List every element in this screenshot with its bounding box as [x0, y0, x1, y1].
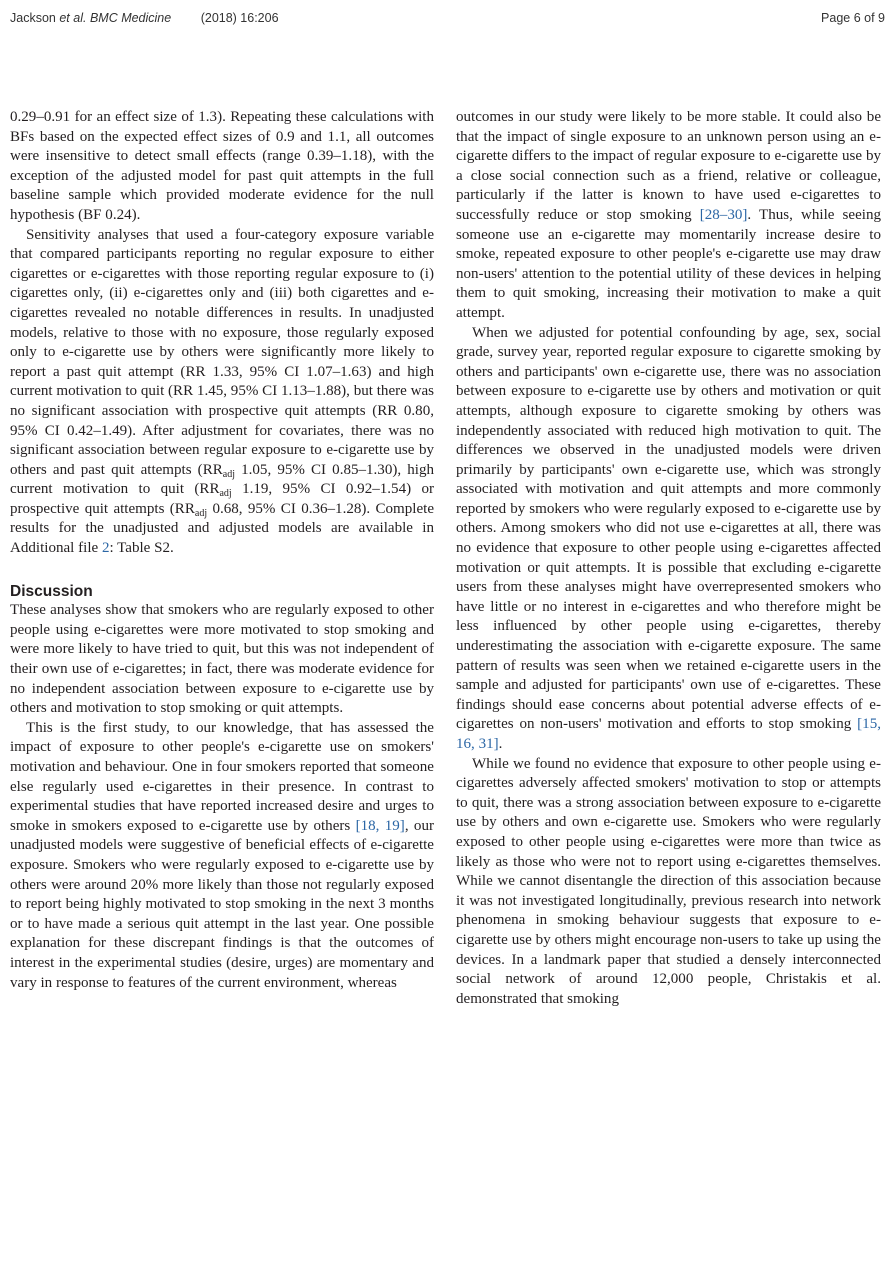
paragraph-stable-outcomes: outcomes in our study were likely to be more stable. It could also be that the impact of single exposure to an unknown person using an e-cigarette differs to the impact of regular exposure to e-cigarette use by a close social connection such as a friend, relative or colleague, particularly if the latter is known to have used e-cigarettes to successfully reduce or stop smoking [28–30]. Thus, while seeing someone use an e-cigarette may momentarily increase desire to smoke, repeated exposure to other people's e-cigarette use may draw non-users' attention to the potential utility of these devices in helping them to quit smoking, increasing their motivation to make a quit attempt.	[456, 109, 881, 321]
paragraph-sensitivity-analyses: Sensitivity analyses that used a four-category exposure variable that compared participants reporting no regular exposure to either cigarettes or e-cigarettes with those reporting regular exposure to (i) cigarettes only, (ii) e-cigarettes only and (iii) both cigarettes and e-cigarettes revealed no notable differences in results. In unadjusted models, relative to those with no exposure, those regularly exposed only to e-cigarette use by others were significantly more likely to report a past quit attempt (RR 1.33, 95% CI 1.07–1.63) and high current motivation to quit (RR 1.45, 95% CI 1.13–1.88), but there was no significant association with prospective quit attempts (RR 0.80, 95% CI 0.42–1.49). After adjustment for covariates, there was no significant association between regular exposure to e-cigarette use by others and past quit attempts ($RR_{adj}$ 1.05, 95% CI 0.85–1.30), high current motivation to quit ($RR_{adj}$ 1.19, 95% CI 0.92–1.54) or prospective quit attempts ($RR_{adj}$ 0.68, 95% CI 0.36–1.28). Complete results for the unadjusted and adjusted models are available in Additional file 2: Table S2.	[10, 226, 435, 557]
additional-file-link[interactable]: 2	[101, 540, 110, 557]
header-etal: et al.	[59, 11, 87, 25]
paragraph-first-study: This is the first study, to our knowledge, that has assessed the impact of exposure to other people's e-cigarette use on smokers' motivation and behaviour. One in four smokers reported that someone else regularly used e-cigarettes in their presence. In contrast to experimental studies that have reported increased desire and urges to smoke in smokers exposed to e-cigarette use by others [18, 19], our unadjusted models were suggestive of beneficial effects of e-cigarette exposure. Smokers who were regularly exposed to e-cigarette use by others were around 20% more likely than those not regularly exposed to report being highly motivated to stop smoking in the next 3 months or to have made a serious quit attempt in the last year. One possible explanation for these discrepant findings is that the outcomes of interest in the experimental studies (desire, urges) are momentary and vary in response to features of the current environment, whereas	[10, 719, 434, 991]
running-header	[10, 8, 885, 28]
header-pubinfo: (2018) 16:206	[200, 11, 279, 25]
citation-link-15-16-31[interactable]: [15, 16, 31]	[456, 716, 881, 752]
citation-link-18-19[interactable]: [18, 19]	[355, 817, 405, 834]
header-page-number: Page 6 of 9	[821, 11, 885, 25]
citation-link-28-30[interactable]: [28–30]	[699, 206, 748, 223]
section-heading-discussion: Discussion	[10, 582, 93, 600]
header-citation	[10, 11, 279, 25]
paragraph-own-ecig-use: While we found no evidence that exposure to other people using e-cigarettes adversely affected smokers' motivation to stop or attempts to quit, there was a strong association between exposure to e-cigarette use by others and own e-cigarette use. Smokers who were regularly exposed to other people using e-cigarettes were more than twice as likely as those who were not to report using e-cigarettes themselves. While we cannot disentangle the direction of this association because it was not investigated longitudinally, previous research into network phenomena in smoking behaviour suggests that exposure to e-cigarette use by others might encourage non-users to take up using the devices. In a landmark paper that studied a densely interconnected social network of around 12,000 people, Christakis et al. demonstrated that smoking	[456, 755, 881, 1007]
header-authors: Jackson	[10, 11, 56, 25]
left-column	[10, 108, 434, 993]
right-column	[456, 108, 881, 1009]
paragraph-confounding-adjustment: When we adjusted for potential confounding by age, sex, social grade, survey year, reported regular exposure to cigarette smoking by others and participants' own e-cigarette use, there was no association between exposure to e-cigarette use by others and motivation or quit attempts, although exposure to cigarette smoking by others was independently associated with reduced high motivation to quit. The differences we observed in the unadjusted models were driven primarily by participants' own e-cigarette use, which was strongly associated with motivation and quit attempts and more commonly reported by smokers who were regularly exposed to e-cigarette use by others. Among smokers who did not use e-cigarettes at all, there was no evidence that exposure to other people using e-cigarettes affected motivation or quit attempts. It is possible that excluding e-cigarette users from these analyses might have overrepresented smokers who have little or no interest in e-cigarettes and who therefore might be less influenced by other people using e-cigarettes, thereby underestimating the association with e-cigarette exposure. The same pattern of results was seen when we retained e-cigarette users in the sample and adjusted for participants' own use of e-cigarettes. These findings should ease concerns about potential adverse effects of e-cigarettes on non-users' motivation and efforts to stop smoking [15, 16, 31].	[456, 324, 881, 752]
header-journal: BMC Medicine	[89, 11, 172, 25]
paragraph-discussion-summary: These analyses show that smokers who are regularly exposed to other people using e-cigarettes were more motivated to stop smoking and were more likely to have tried to quit, but this was not independent of their own use of e-cigarettes; in fact, there was moderate evidence for no independent association between exposure to e-cigarette use by others and motivation to stop smoking or quit attempts.	[10, 602, 434, 717]
paragraph-bf-calculations: 0.29–0.91 for an effect size of 1.3). Repeating these calculations with BFs based on the expected effect sizes of 0.9 and 1.1, all outcomes were insensitive to detect small effects (range 0.39–1.18), with the exception of the adjusted model for past quit attempts in the full baseline sample which provided moderate evidence for the null hypothesis (BF 0.24).	[10, 109, 434, 223]
